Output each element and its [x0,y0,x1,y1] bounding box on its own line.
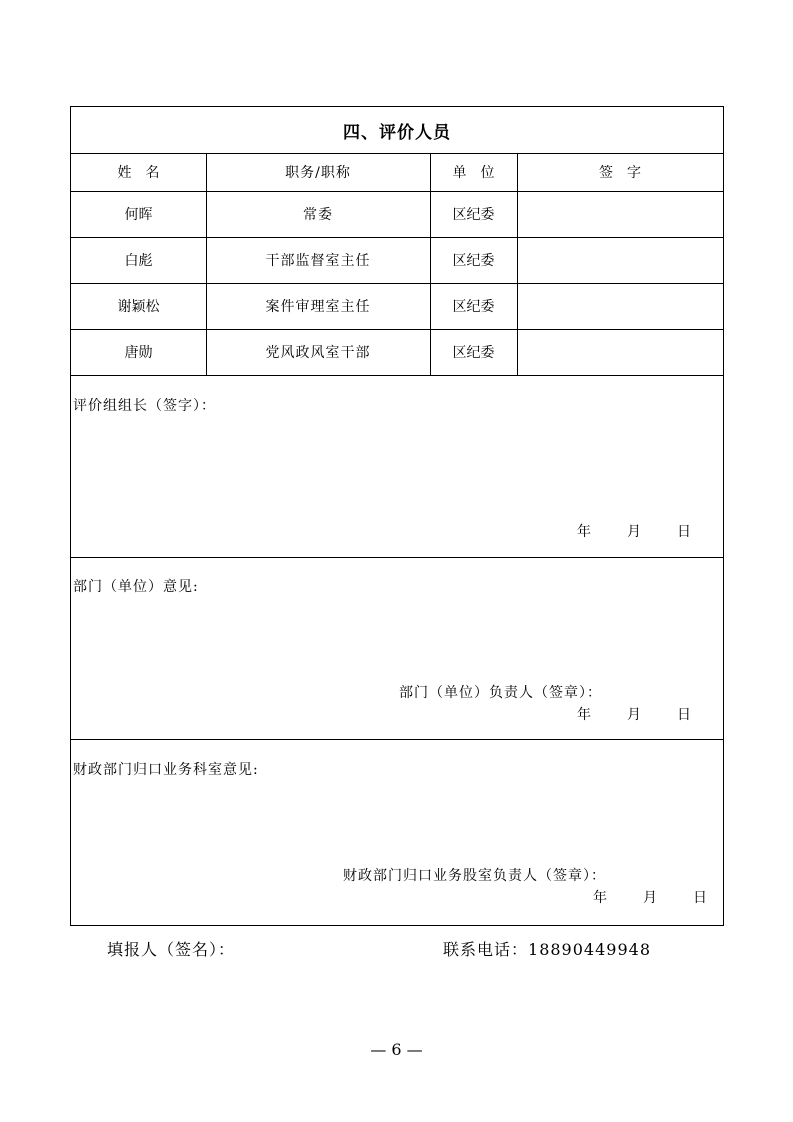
table-row-position: 党风政风室干部 [265,345,371,361]
table-row-unit: 区纪委 [452,207,495,223]
phone-label: 联系电话： [443,940,529,959]
date-month: 月 [627,707,641,723]
table-row-signature[interactable] [517,237,723,283]
finance-responsible-label: 财政部门归口业务股室负责人（签章）： [343,868,606,884]
header-position: 职务/职称 [285,165,351,181]
table-row-signature[interactable] [517,191,723,237]
table-row-signature[interactable] [517,329,723,375]
table-row-name: 白彪 [124,253,153,269]
department-date[interactable] [577,704,691,724]
date-day: 日 [677,707,691,723]
department-opinion-label: 部门（单位）意见: [73,579,199,595]
date-day: 日 [693,890,707,906]
table-row-name: 谢颖松 [117,299,160,315]
contact-phone [443,937,651,960]
leader-signature-label: 评价组组长（签字）： [73,398,216,414]
rule [71,739,723,740]
evaluation-form-table [70,106,724,926]
page-number: — 6 — [370,1040,423,1059]
department-responsible-label: 部门（单位）负责人（签章）： [399,685,602,701]
table-row-position: 常委 [303,207,333,223]
filler-signature-label: 填报人（签名）： [107,940,236,959]
table-row-unit: 区纪委 [452,253,495,269]
phone-value: 18890449948 [528,940,651,959]
table-row-signature[interactable] [517,283,723,329]
table-row-name: 何晖 [124,207,153,223]
date-year: 年 [593,890,607,906]
header-signature: 签 字 [599,165,641,181]
date-year: 年 [577,524,591,540]
date-year: 年 [577,707,591,723]
rule [71,375,723,376]
date-month: 月 [643,890,657,906]
table-row-position: 案件审理室主任 [265,299,371,315]
date-month: 月 [627,524,641,540]
table-row-unit: 区纪委 [452,299,495,315]
date-day: 日 [677,524,691,540]
table-row-unit: 区纪委 [452,345,495,361]
header-name: 姓 名 [117,165,160,181]
finance-opinion-label: 财政部门归口业务科室意见: [73,762,259,778]
rule [71,557,723,558]
leader-date[interactable] [577,521,691,541]
table-row-name: 唐勋 [124,345,153,361]
header-unit: 单 位 [452,165,495,181]
section-title: 四、评价人员 [343,122,451,143]
table-row-position: 干部监督室主任 [265,253,371,269]
finance-date[interactable] [593,887,707,907]
